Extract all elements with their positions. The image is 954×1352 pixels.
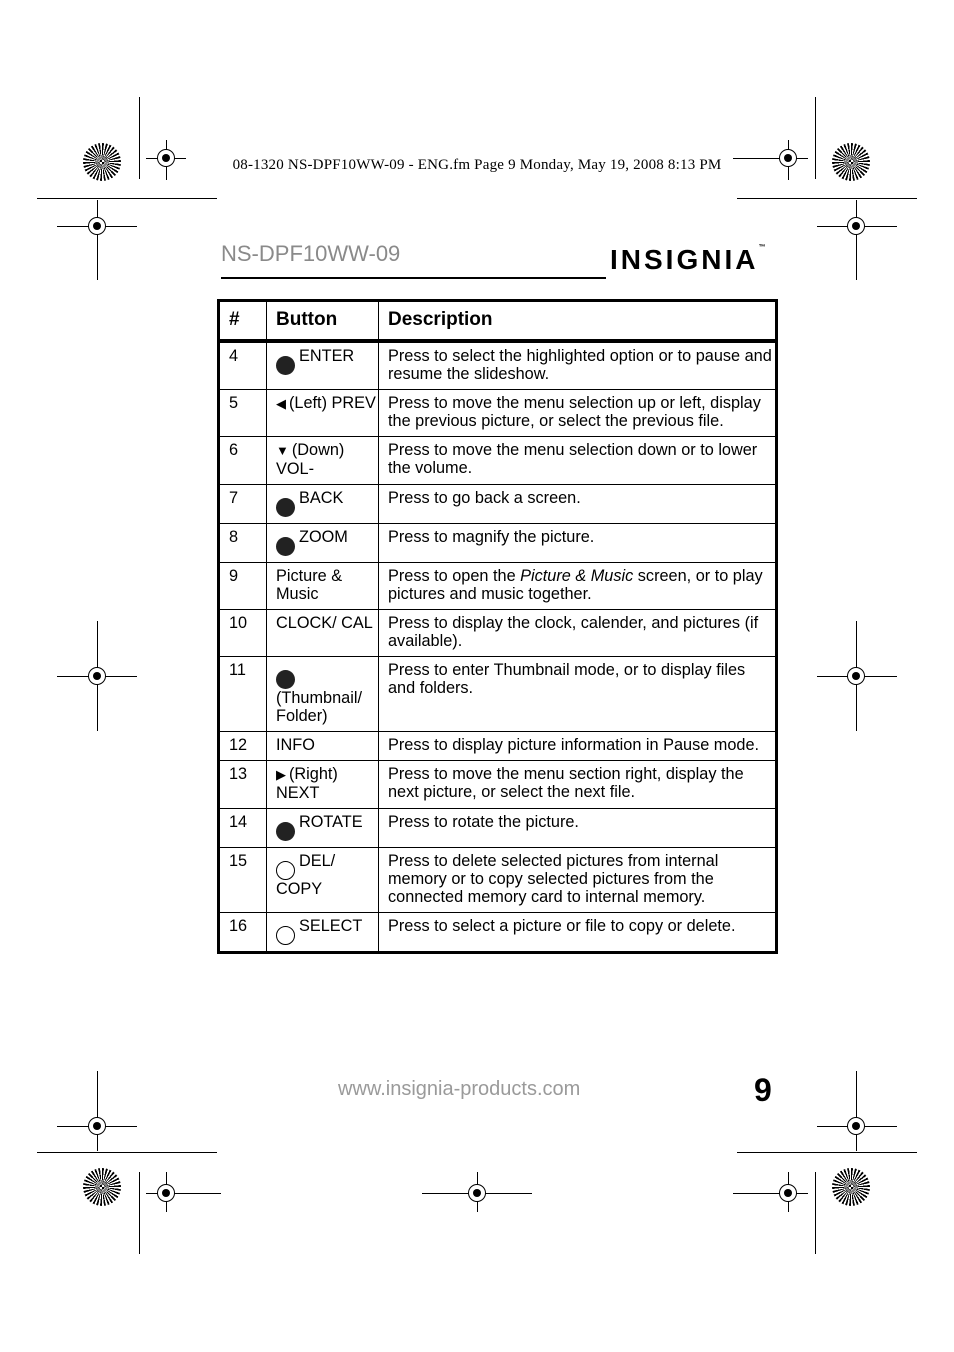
select-icon	[276, 926, 295, 945]
table-header-row	[219, 301, 777, 342]
row-button	[267, 524, 379, 563]
zoom-icon	[276, 537, 295, 556]
table-row	[219, 610, 777, 657]
table-row	[219, 341, 777, 390]
row-description: Press to enter Thumbnail mode, or to display files and folders.	[379, 657, 777, 732]
button-label: (Thumbnail/ Folder)	[276, 689, 362, 725]
row-number: 7	[219, 485, 267, 524]
row-button	[267, 657, 379, 732]
print-header: 08-1320 NS-DPF10WW-09 - ENG.fm Page 9 Monday, May 19, 2008 8:13 PM	[232, 157, 722, 173]
row-number: 5	[219, 390, 267, 437]
table-row	[219, 563, 777, 610]
description-text: screen, or to play pictures and music together.	[388, 567, 763, 603]
row-button	[267, 437, 379, 485]
row-button	[267, 485, 379, 524]
row-button	[267, 809, 379, 848]
row-number: 4	[219, 341, 267, 390]
row-description: Press to move the menu selection up or left, display the previous picture, or select the previous file.	[379, 390, 777, 437]
header-rule	[221, 277, 606, 279]
table-row	[219, 809, 777, 848]
row-button	[267, 732, 379, 761]
registration-wheel-icon	[832, 1168, 870, 1206]
table-row	[219, 657, 777, 732]
column-header-description: Description	[379, 301, 777, 342]
del-copy-icon	[276, 861, 295, 880]
table-row	[219, 437, 777, 485]
table-row	[219, 761, 777, 809]
row-description: Press to display the clock, calender, and pictures (if available).	[379, 610, 777, 657]
page-number: 9	[754, 1072, 772, 1108]
table-row	[219, 732, 777, 761]
button-label: Picture & Music	[276, 567, 343, 603]
brand-logo	[610, 244, 765, 276]
table-row	[219, 485, 777, 524]
row-number: 12	[219, 732, 267, 761]
thumbnail-folder-icon	[276, 670, 295, 689]
button-label: ENTER	[299, 347, 355, 365]
row-description: Press to select a picture or file to copy or delete.	[379, 913, 777, 953]
button-label: ROTATE	[299, 813, 363, 831]
row-button	[267, 563, 379, 610]
description-text: Press to open the	[388, 567, 521, 585]
down-arrow-icon: ▼	[276, 443, 289, 458]
row-number: 15	[219, 848, 267, 913]
row-description: Press to move the menu section right, display the next picture, or select the next file.	[379, 761, 777, 809]
column-header-number: #	[219, 301, 267, 342]
column-header-button: Button	[267, 301, 379, 342]
row-number: 13	[219, 761, 267, 809]
row-button	[267, 610, 379, 657]
row-number: 11	[219, 657, 267, 732]
button-label: INFO	[276, 736, 315, 754]
row-button	[267, 390, 379, 437]
table-row	[219, 390, 777, 437]
button-label: (Right) NEXT	[276, 765, 338, 802]
right-arrow-icon: ▶	[276, 767, 286, 782]
row-button	[267, 761, 379, 809]
button-label: SELECT	[299, 917, 363, 935]
description-emphasis: Picture & Music	[520, 567, 634, 585]
left-arrow-icon: ◀	[276, 396, 286, 411]
model-number: NS-DPF10WW-09	[221, 241, 401, 266]
row-button	[267, 913, 379, 953]
button-label: (Down) VOL-	[276, 441, 345, 478]
table-row	[219, 913, 777, 953]
row-button	[267, 848, 379, 913]
table-row	[219, 848, 777, 913]
row-description: Press to select the highlighted option or to pause and resume the slideshow.	[379, 341, 777, 390]
table-row	[219, 524, 777, 563]
row-description: Press to magnify the picture.	[379, 524, 777, 563]
row-number: 10	[219, 610, 267, 657]
enter-icon	[276, 356, 295, 375]
row-description: Press to rotate the picture.	[379, 809, 777, 848]
button-label: BACK	[299, 489, 344, 507]
row-number: 8	[219, 524, 267, 563]
button-label: (Left) PREV	[289, 394, 376, 412]
row-description: Press to display picture information in Pause mode.	[379, 732, 777, 761]
row-number: 14	[219, 809, 267, 848]
row-number: 16	[219, 913, 267, 953]
row-description: Press to go back a screen.	[379, 485, 777, 524]
button-label: CLOCK/ CAL	[276, 614, 373, 632]
trademark-symbol: ™	[758, 244, 766, 251]
row-description	[379, 563, 777, 610]
button-table	[217, 299, 778, 954]
back-icon	[276, 498, 295, 517]
row-number: 9	[219, 563, 267, 610]
row-description: Press to move the menu selection down or to lower the volume.	[379, 437, 777, 485]
logo-text: INSIGNIA	[610, 244, 759, 275]
button-label: DEL/ COPY	[276, 852, 336, 898]
row-number: 6	[219, 437, 267, 485]
registration-wheel-icon	[83, 1168, 121, 1206]
button-label: ZOOM	[299, 528, 348, 546]
footer-url: www.insignia-products.com	[338, 1078, 581, 1100]
row-description: Press to delete selected pictures from internal memory or to copy selected pictures from the connected memory card to internal memory.	[379, 848, 777, 913]
row-button	[267, 341, 379, 390]
rotate-icon	[276, 822, 295, 841]
